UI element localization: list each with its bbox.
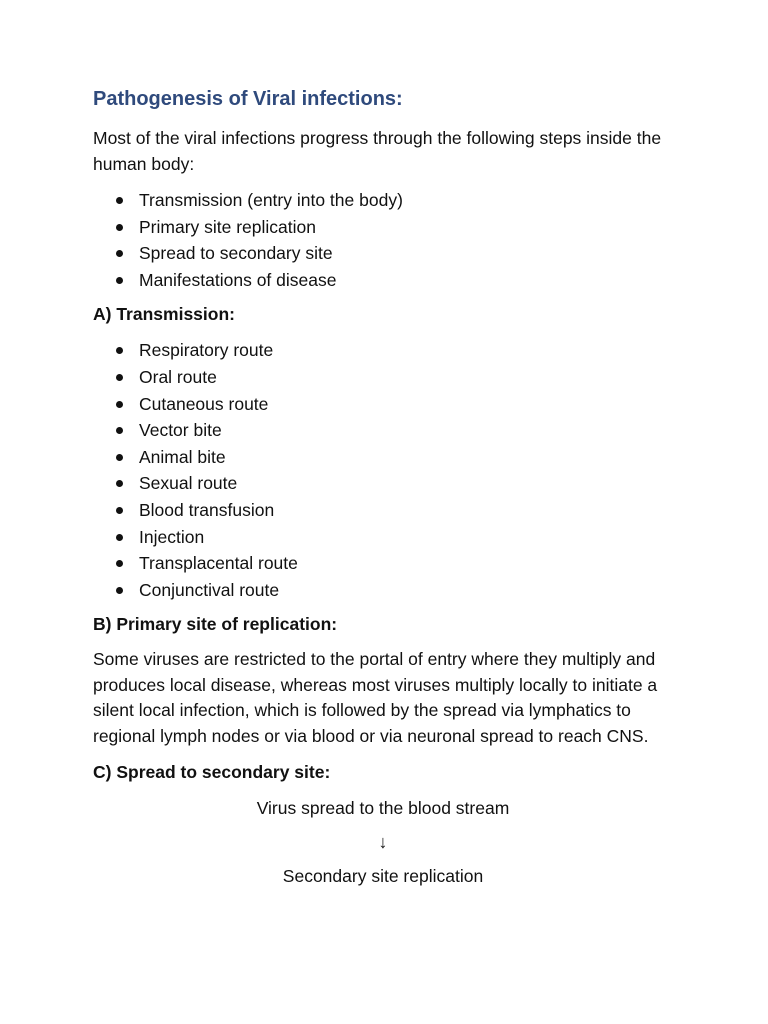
spread-flow [93, 795, 673, 889]
page-title: Pathogenesis of Viral infections: [93, 88, 403, 110]
list-item: Injection [93, 524, 673, 551]
list-item: Oral route [93, 364, 673, 391]
down-arrow-icon: ↓ [378, 832, 388, 853]
section-a-heading: A) Transmission: [93, 304, 235, 325]
list-item: Conjunctival route [93, 577, 673, 604]
section-c-heading: C) Spread to secondary site: [93, 762, 331, 783]
section-b-heading: B) Primary site of replication: [93, 614, 338, 635]
list-item: Transmission (entry into the body) [93, 187, 673, 214]
list-item: Primary site replication [93, 214, 673, 241]
steps-list [93, 187, 673, 293]
list-item: Respiratory route [93, 337, 673, 364]
list-item: Vector bite [93, 417, 673, 444]
document-page [93, 84, 673, 889]
list-item: Animal bite [93, 444, 673, 471]
list-item: Spread to secondary site [93, 240, 673, 267]
flow-step-secondary-replication: Secondary site replication [282, 866, 484, 887]
flow-step-blood-stream: Virus spread to the blood stream [256, 798, 510, 819]
intro-paragraph: Most of the viral infections progress through the following steps inside the human body: [93, 128, 662, 174]
list-item: Blood transfusion [93, 497, 673, 524]
list-item: Cutaneous route [93, 391, 673, 418]
transmission-list [93, 337, 673, 603]
list-item: Sexual route [93, 470, 673, 497]
list-item: Manifestations of disease [93, 267, 673, 294]
list-item: Transplacental route [93, 550, 673, 577]
section-b-paragraph: Some viruses are restricted to the portal of entry where they multiply and produces local disease, whereas most viruses multiply locally to initiate a silent local infection, which is followed by the spread via lymphatics to regional lymph nodes or via blood or via neuronal spread to reach CNS. [93, 649, 658, 746]
